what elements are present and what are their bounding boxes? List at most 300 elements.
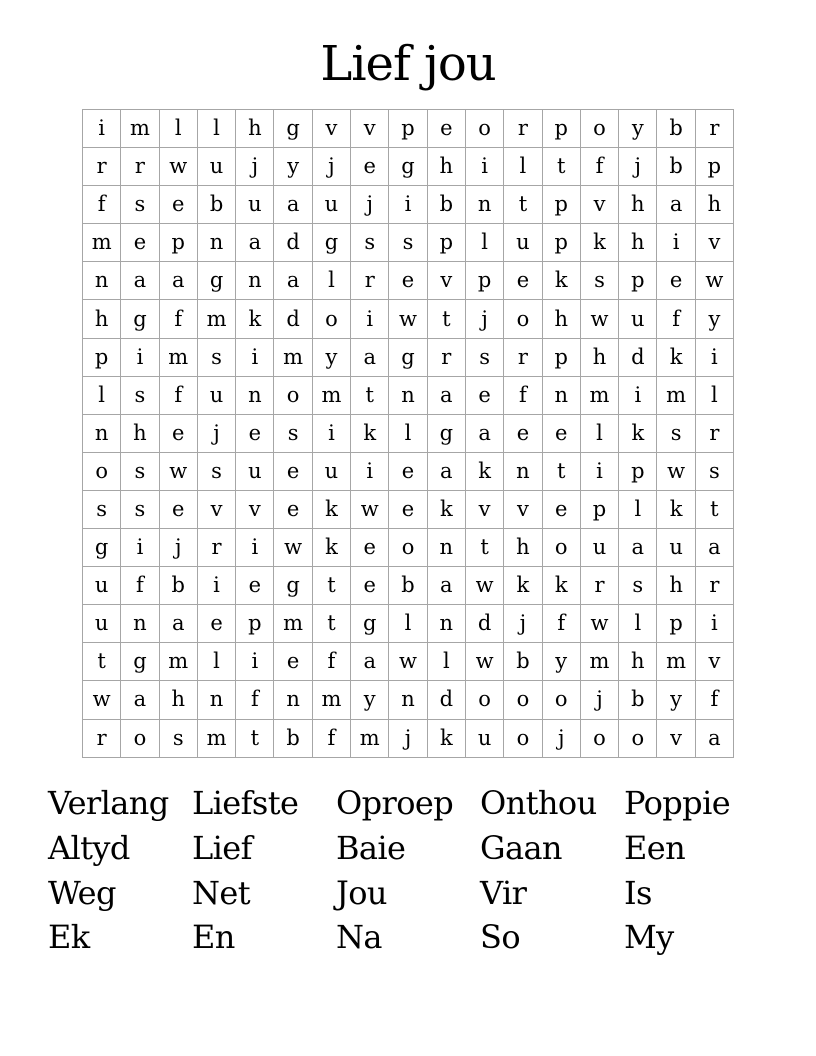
grid-cell: n <box>121 605 159 643</box>
grid-cell: j <box>159 529 197 567</box>
grid-cell: w <box>580 605 618 643</box>
grid-cell: o <box>465 681 503 719</box>
grid-cell: b <box>657 148 695 186</box>
grid-cell: o <box>504 681 542 719</box>
word-list-item: My <box>624 918 674 957</box>
word-list-row <box>48 781 768 826</box>
grid-cell: i <box>236 643 274 681</box>
grid-cell: i <box>695 605 733 643</box>
grid-cell: a <box>159 605 197 643</box>
grid-cell: l <box>619 605 657 643</box>
word-search-grid <box>82 109 734 758</box>
grid-cell: w <box>159 148 197 186</box>
grid-cell: y <box>619 110 657 148</box>
grid-cell: h <box>236 110 274 148</box>
grid-cell: i <box>236 338 274 376</box>
grid-cell: s <box>580 262 618 300</box>
grid-cell: n <box>83 262 121 300</box>
grid-cell: f <box>657 300 695 338</box>
grid-cell: i <box>351 300 389 338</box>
grid-cell: e <box>274 452 312 490</box>
grid-cell: v <box>695 643 733 681</box>
grid-cell: e <box>236 567 274 605</box>
grid-cell: o <box>121 719 159 757</box>
grid-cell: i <box>580 452 618 490</box>
grid-cell: b <box>389 567 427 605</box>
grid-cell: e <box>274 490 312 528</box>
grid-cell: n <box>389 376 427 414</box>
grid-cell: w <box>389 300 427 338</box>
grid-cell: p <box>657 605 695 643</box>
grid-cell: d <box>427 681 465 719</box>
grid-cell: v <box>312 110 350 148</box>
grid-cell: n <box>389 681 427 719</box>
grid-cell: r <box>695 567 733 605</box>
grid-cell: t <box>351 376 389 414</box>
grid-cell: o <box>619 719 657 757</box>
grid-cell: f <box>695 681 733 719</box>
grid-cell: f <box>83 186 121 224</box>
grid-cell: t <box>504 186 542 224</box>
grid-cell: o <box>580 719 618 757</box>
grid-cell: a <box>274 186 312 224</box>
grid-cell: v <box>504 490 542 528</box>
grid-cell: r <box>351 262 389 300</box>
grid-cell: p <box>542 224 580 262</box>
grid-cell: s <box>121 186 159 224</box>
grid-cell: g <box>274 110 312 148</box>
grid-cell: m <box>159 338 197 376</box>
grid-cell: i <box>657 224 695 262</box>
grid-cell: g <box>83 529 121 567</box>
grid-cell: e <box>197 605 235 643</box>
grid-cell: k <box>580 224 618 262</box>
grid-cell: m <box>580 376 618 414</box>
grid-cell: r <box>427 338 465 376</box>
grid-cell: l <box>427 643 465 681</box>
grid-cell: m <box>312 376 350 414</box>
grid-cell: k <box>427 490 465 528</box>
grid-cell: p <box>542 338 580 376</box>
grid-row <box>83 110 734 148</box>
grid-cell: l <box>197 110 235 148</box>
grid-cell: f <box>312 719 350 757</box>
grid-cell: w <box>465 567 503 605</box>
grid-cell: m <box>121 110 159 148</box>
grid-cell: a <box>619 529 657 567</box>
grid-cell: e <box>159 186 197 224</box>
grid-cell: h <box>619 186 657 224</box>
grid-cell: j <box>312 148 350 186</box>
word-list-item: Jou <box>336 873 387 912</box>
grid-cell: s <box>121 452 159 490</box>
grid-cell: i <box>121 529 159 567</box>
grid-cell: s <box>121 490 159 528</box>
grid-cell: p <box>465 262 503 300</box>
grid-cell: t <box>312 605 350 643</box>
grid-cell: k <box>657 338 695 376</box>
grid-cell: l <box>197 643 235 681</box>
grid-cell: i <box>83 110 121 148</box>
grid-cell: e <box>121 224 159 262</box>
grid-cell: a <box>657 186 695 224</box>
grid-cell: e <box>542 490 580 528</box>
grid-cell: a <box>274 262 312 300</box>
grid-cell: m <box>657 376 695 414</box>
grid-cell: k <box>619 414 657 452</box>
grid-cell: w <box>465 643 503 681</box>
grid-cell: l <box>465 224 503 262</box>
grid-cell: l <box>389 605 427 643</box>
grid-cell: m <box>580 643 618 681</box>
grid-cell: e <box>351 529 389 567</box>
grid-cell: a <box>427 376 465 414</box>
grid-cell: o <box>542 681 580 719</box>
grid-cell: o <box>274 376 312 414</box>
word-list-item: Lief <box>192 829 252 868</box>
grid-cell: u <box>236 452 274 490</box>
grid-cell: n <box>83 414 121 452</box>
grid-row <box>83 300 734 338</box>
grid-cell: i <box>312 414 350 452</box>
grid-cell: l <box>504 148 542 186</box>
grid-cell: a <box>351 338 389 376</box>
grid-cell: t <box>83 643 121 681</box>
grid-cell: n <box>236 262 274 300</box>
grid-cell: d <box>465 605 503 643</box>
word-list-item: Een <box>624 829 686 868</box>
grid-cell: e <box>236 414 274 452</box>
grid-cell: j <box>351 186 389 224</box>
grid-cell: u <box>465 719 503 757</box>
grid-cell: y <box>695 300 733 338</box>
grid-cell: s <box>351 224 389 262</box>
grid-cell: k <box>542 262 580 300</box>
grid-cell: i <box>465 148 503 186</box>
grid-cell: s <box>121 376 159 414</box>
word-list-row <box>48 826 768 871</box>
grid-cell: a <box>159 262 197 300</box>
grid-cell: a <box>351 643 389 681</box>
grid-cell: b <box>657 110 695 148</box>
grid-cell: s <box>619 567 657 605</box>
grid-cell: s <box>159 719 197 757</box>
grid-cell: b <box>427 186 465 224</box>
grid-row <box>83 719 734 757</box>
grid-cell: a <box>236 224 274 262</box>
grid-cell: d <box>274 300 312 338</box>
grid-cell: j <box>236 148 274 186</box>
grid-cell: l <box>389 414 427 452</box>
grid-cell: f <box>580 148 618 186</box>
grid-cell: y <box>542 643 580 681</box>
grid-cell: h <box>159 681 197 719</box>
grid-cell: u <box>619 300 657 338</box>
grid-cell: v <box>197 490 235 528</box>
grid-cell: t <box>236 719 274 757</box>
grid-cell: p <box>542 110 580 148</box>
grid-cell: n <box>504 452 542 490</box>
grid-cell: t <box>465 529 503 567</box>
grid-cell: p <box>427 224 465 262</box>
grid-cell: w <box>580 300 618 338</box>
grid-cell: p <box>695 148 733 186</box>
grid-cell: j <box>389 719 427 757</box>
grid-cell: j <box>542 719 580 757</box>
grid-cell: a <box>427 452 465 490</box>
grid-cell: l <box>83 376 121 414</box>
grid-cell: g <box>351 605 389 643</box>
word-list-item: Onthou <box>480 784 597 823</box>
grid-cell: e <box>389 452 427 490</box>
grid-cell: n <box>427 605 465 643</box>
grid-cell: v <box>236 490 274 528</box>
grid-cell: n <box>236 376 274 414</box>
grid-cell: r <box>83 719 121 757</box>
word-list-item: Oproep <box>336 784 454 823</box>
grid-cell: o <box>504 300 542 338</box>
grid-cell: e <box>657 262 695 300</box>
grid-cell: h <box>83 300 121 338</box>
grid-cell: w <box>159 452 197 490</box>
grid-cell: k <box>427 719 465 757</box>
grid-cell: e <box>504 262 542 300</box>
word-list-item: Liefste <box>192 784 299 823</box>
grid-cell: g <box>389 338 427 376</box>
grid-cell: b <box>159 567 197 605</box>
grid-cell: w <box>389 643 427 681</box>
grid-cell: h <box>504 529 542 567</box>
grid-cell: y <box>351 681 389 719</box>
grid-row <box>83 605 734 643</box>
grid-cell: n <box>427 529 465 567</box>
grid-cell: t <box>427 300 465 338</box>
grid-cell: g <box>121 300 159 338</box>
grid-cell: e <box>351 148 389 186</box>
grid-cell: n <box>197 224 235 262</box>
grid-cell: o <box>504 719 542 757</box>
grid-cell: e <box>465 376 503 414</box>
grid-row <box>83 262 734 300</box>
grid-cell: r <box>695 110 733 148</box>
grid-cell: d <box>619 338 657 376</box>
grid-cell: o <box>465 110 503 148</box>
grid-cell: k <box>504 567 542 605</box>
grid-cell: u <box>504 224 542 262</box>
grid-cell: i <box>619 376 657 414</box>
grid-cell: v <box>465 490 503 528</box>
grid-row <box>83 186 734 224</box>
grid-cell: t <box>312 567 350 605</box>
grid-cell: t <box>695 490 733 528</box>
grid-cell: i <box>236 529 274 567</box>
grid-cell: e <box>351 567 389 605</box>
grid-cell: a <box>121 681 159 719</box>
grid-cell: a <box>121 262 159 300</box>
grid-cell: n <box>542 376 580 414</box>
grid-cell: g <box>121 643 159 681</box>
grid-cell: y <box>312 338 350 376</box>
grid-cell: l <box>312 262 350 300</box>
grid-cell: g <box>274 567 312 605</box>
grid-row <box>83 224 734 262</box>
grid-cell: u <box>197 376 235 414</box>
grid-cell: u <box>83 567 121 605</box>
grid-cell: h <box>695 186 733 224</box>
grid-cell: n <box>465 186 503 224</box>
grid-cell: p <box>619 452 657 490</box>
word-list-item: Vir <box>480 873 527 912</box>
grid-cell: l <box>695 376 733 414</box>
grid-cell: m <box>159 643 197 681</box>
grid-cell: j <box>580 681 618 719</box>
grid-cell: b <box>504 643 542 681</box>
grid-cell: s <box>695 452 733 490</box>
grid-cell: v <box>695 224 733 262</box>
grid-cell: u <box>312 186 350 224</box>
grid-cell: a <box>695 529 733 567</box>
grid-cell: u <box>657 529 695 567</box>
grid-cell: r <box>695 414 733 452</box>
grid-cell: o <box>83 452 121 490</box>
grid-cell: p <box>542 186 580 224</box>
grid-cell: v <box>580 186 618 224</box>
grid-cell: i <box>389 186 427 224</box>
grid-cell: l <box>580 414 618 452</box>
grid-cell: a <box>465 414 503 452</box>
grid-row <box>83 148 734 186</box>
grid-cell: m <box>197 300 235 338</box>
grid-cell: s <box>197 338 235 376</box>
word-list-item: En <box>192 918 235 957</box>
grid-cell: w <box>351 490 389 528</box>
word-list-item: Ek <box>48 918 90 957</box>
grid-cell: h <box>619 643 657 681</box>
grid-cell: j <box>504 605 542 643</box>
grid-cell: o <box>580 110 618 148</box>
grid-cell: w <box>657 452 695 490</box>
grid-cell: b <box>274 719 312 757</box>
word-list-item: Baie <box>336 829 406 868</box>
grid-cell: f <box>504 376 542 414</box>
grid-cell: s <box>389 224 427 262</box>
grid-cell: w <box>695 262 733 300</box>
grid-cell: m <box>197 719 235 757</box>
grid-cell: p <box>389 110 427 148</box>
grid-cell: e <box>274 643 312 681</box>
grid-cell: r <box>121 148 159 186</box>
grid-cell: d <box>274 224 312 262</box>
grid-cell: h <box>619 224 657 262</box>
grid-cell: i <box>197 567 235 605</box>
word-list <box>48 781 768 960</box>
grid-cell: m <box>657 643 695 681</box>
word-list-item: Na <box>336 918 382 957</box>
grid-row <box>83 681 734 719</box>
grid-cell: r <box>197 529 235 567</box>
grid-cell: w <box>274 529 312 567</box>
grid-cell: s <box>83 490 121 528</box>
grid-cell: o <box>389 529 427 567</box>
grid-cell: w <box>83 681 121 719</box>
grid-cell: f <box>159 376 197 414</box>
grid-cell: l <box>159 110 197 148</box>
grid-cell: r <box>504 110 542 148</box>
grid-cell: j <box>197 414 235 452</box>
grid-cell: n <box>274 681 312 719</box>
word-list-item: Poppie <box>624 784 731 823</box>
word-list-item: Weg <box>48 873 116 912</box>
grid-cell: e <box>389 490 427 528</box>
grid-cell: m <box>83 224 121 262</box>
grid-cell: s <box>465 338 503 376</box>
grid-cell: p <box>619 262 657 300</box>
grid-row <box>83 338 734 376</box>
grid-cell: b <box>619 681 657 719</box>
grid-cell: b <box>197 186 235 224</box>
grid-cell: p <box>236 605 274 643</box>
grid-cell: e <box>159 414 197 452</box>
word-list-row <box>48 915 768 960</box>
grid-cell: s <box>274 414 312 452</box>
grid-cell: a <box>695 719 733 757</box>
grid-cell: i <box>121 338 159 376</box>
grid-cell: e <box>504 414 542 452</box>
word-list-item: Is <box>624 873 652 912</box>
grid-cell: f <box>542 605 580 643</box>
grid-cell: i <box>351 452 389 490</box>
grid-cell: u <box>197 148 235 186</box>
grid-cell: y <box>274 148 312 186</box>
grid-row <box>83 643 734 681</box>
grid-cell: m <box>274 338 312 376</box>
grid-cell: g <box>427 414 465 452</box>
grid-cell: j <box>465 300 503 338</box>
grid-cell: r <box>580 567 618 605</box>
grid-cell: m <box>274 605 312 643</box>
grid-cell: f <box>236 681 274 719</box>
grid-cell: k <box>351 414 389 452</box>
grid-cell: k <box>312 529 350 567</box>
grid-cell: f <box>312 643 350 681</box>
grid-cell: p <box>83 338 121 376</box>
word-list-item: So <box>480 918 520 957</box>
grid-cell: h <box>657 567 695 605</box>
grid-cell: e <box>427 110 465 148</box>
grid-cell: k <box>236 300 274 338</box>
word-list-row <box>48 870 768 915</box>
grid-cell: m <box>351 719 389 757</box>
grid-cell: o <box>542 529 580 567</box>
grid-row <box>83 567 734 605</box>
grid-cell: v <box>427 262 465 300</box>
grid-cell: a <box>427 567 465 605</box>
grid-cell: k <box>465 452 503 490</box>
grid-cell: e <box>159 490 197 528</box>
grid-cell: u <box>83 605 121 643</box>
grid-cell: p <box>580 490 618 528</box>
grid-cell: h <box>427 148 465 186</box>
grid-cell: g <box>312 224 350 262</box>
grid-row <box>83 376 734 414</box>
grid-cell: t <box>542 148 580 186</box>
grid-cell: h <box>121 414 159 452</box>
grid-cell: u <box>580 529 618 567</box>
word-list-item: Net <box>192 873 250 912</box>
grid-cell: f <box>159 300 197 338</box>
grid-cell: i <box>695 338 733 376</box>
grid-cell: k <box>542 567 580 605</box>
